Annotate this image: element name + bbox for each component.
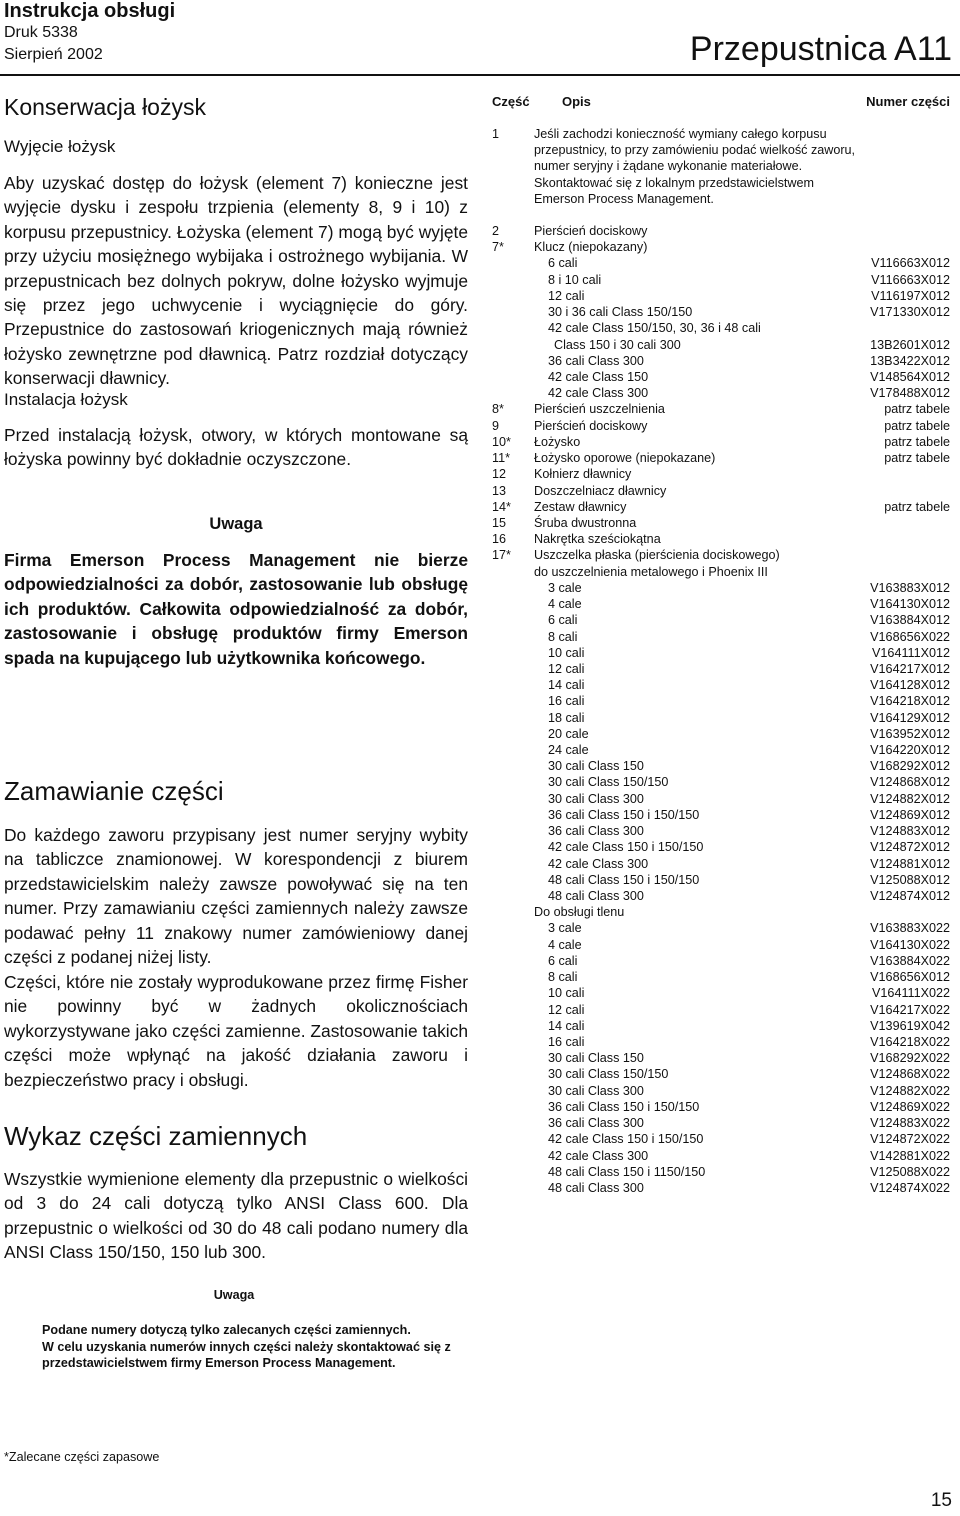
part-code: patrz tabele: [884, 402, 950, 417]
parts-row: [492, 677, 952, 693]
parts-row: [492, 1050, 952, 1066]
heading-bearing-maintenance: Konserwacja łożysk: [4, 94, 206, 120]
part-description: 3 cale: [548, 921, 582, 936]
paragraph-bearing-install: Przed instalacją łożysk, otwory, w których montowane są łożyska powinny być dokładnie oczyszczone.: [4, 425, 468, 470]
parts-row: [492, 1083, 952, 1099]
parts-intro: [492, 126, 952, 216]
part-description: 12 cali: [548, 661, 585, 676]
parts-row: [492, 742, 952, 758]
col-header-number: Numer części: [866, 94, 950, 109]
part-description: 30 cali Class 150: [548, 759, 644, 774]
header-rule: [0, 74, 960, 76]
part-code: V163883X022: [870, 921, 950, 936]
part-description: 42 cale Class 300: [548, 856, 649, 871]
part-description: 6 cali: [548, 256, 578, 271]
parts-row: [492, 1099, 952, 1115]
part-description: 36 cali Class 300: [548, 1116, 644, 1131]
parts-row: [492, 1066, 952, 1082]
part-description: 10 cali: [548, 645, 585, 660]
document-header: [4, 0, 304, 66]
part-description: Do obsługi tlenu: [534, 905, 625, 920]
part-code: V125088X012: [870, 872, 950, 887]
parts-row: [492, 564, 952, 580]
parts-row: [492, 515, 952, 531]
part-code: V124872X012: [870, 840, 950, 855]
heading-ordering-parts: Zamawianie części: [4, 776, 224, 806]
footnote: *Zalecane części zapasowe: [4, 1450, 160, 1464]
part-code: patrz tabele: [884, 434, 950, 449]
part-description: 30 cali Class 150/150: [548, 775, 669, 790]
part-description: 3 cale: [548, 580, 582, 595]
part-number-key: 7*: [492, 240, 504, 255]
part-code: V124872X022: [870, 1132, 950, 1147]
part-code: V124883X012: [870, 824, 950, 839]
part-description: 8 cali: [548, 629, 578, 644]
parts-row: [492, 1164, 952, 1180]
intro-text: Jeśli zachodzi konieczność wymiany całego korpusu: [534, 127, 827, 141]
parts-row: [492, 937, 952, 953]
parts-row: [492, 1131, 952, 1147]
parts-row: [492, 872, 952, 888]
part-description: 6 cali: [548, 953, 578, 968]
parts-row: [492, 369, 952, 385]
parts-row: [492, 726, 952, 742]
parts-row: [492, 969, 952, 985]
part-description: Nakrętka sześciokątna: [534, 532, 661, 547]
heading-bearing-removal: Wyjęcie łożysk: [4, 137, 116, 156]
part-code: V163952X012: [870, 726, 950, 741]
part-code: 13B2601X012: [870, 337, 950, 352]
parts-row: [492, 758, 952, 774]
part-code: V124869X022: [870, 1099, 950, 1114]
document-date: Sierpień 2002: [4, 46, 103, 63]
parts-row: [492, 888, 952, 904]
parts-row: [492, 985, 952, 1001]
parts-row: [492, 353, 952, 369]
parts-row: [492, 823, 952, 839]
parts-row: [492, 466, 952, 482]
part-description: 30 i 36 cali Class 150/150: [548, 305, 693, 320]
parts-row: [492, 839, 952, 855]
parts-row: [492, 1115, 952, 1131]
parts-row: [492, 239, 952, 255]
bottom-note-line-1: Podane numery dotyczą tylko zalecanych części zamiennych.: [42, 1323, 411, 1337]
part-code: V164111X012: [872, 645, 950, 660]
parts-row: [492, 710, 952, 726]
part-description: 8 i 10 cali: [548, 272, 602, 287]
part-description: 12 cali: [548, 1002, 585, 1017]
intro-text: przepustnicy, to przy zamówieniu podać wielkość zaworu,: [534, 143, 856, 158]
intro-text-line: [492, 142, 952, 158]
part-code: patrz tabele: [884, 499, 950, 514]
part-description: Doszczelniacz dławnicy: [534, 483, 667, 498]
page-number: 15: [930, 1490, 952, 1511]
part-code: V164111X022: [872, 986, 950, 1001]
part-code: V124874X022: [870, 1180, 950, 1195]
part-description: 20 cale: [548, 726, 589, 741]
part-code: V164218X022: [870, 1035, 950, 1049]
paragraph-ordering-1: Do każdego zaworu przypisany jest numer seryjny wybity na tabliczce znamionowej. W korespondencji z biurem przedstawicielskim należy zawsze powoływać się na ten numer. Przy zamawianiu części zamiennych należy zawsze podawać pełny 11 znakowy numer zamówieniowy danej części z podanej niżej listy.: [4, 825, 468, 968]
parts-row: [492, 401, 952, 417]
part-code: V116197X012: [871, 288, 950, 303]
part-code: V164129X012: [870, 710, 950, 725]
part-code: V164130X022: [870, 937, 950, 952]
part-number-key: 13: [492, 483, 507, 498]
part-description: Śruba dwustronna: [534, 515, 637, 530]
part-description: 16 cali: [548, 694, 585, 709]
paragraph-bearing-removal: Aby uzyskać dostęp do łożysk (element 7) konieczne jest wyjęcie dysku i zespołu trzpienia (elementy 8, 9 i 10) z korpusu przepustnicy. Łożyska (element 7) mogą być wyjęte przy użyciu mosiężnego wybijaka i ostrożnego wybijania. W przepustnicach bez dolnych pokryw, dolne łożysko wyjmuje się przez jego uchwycenie i wyciągnięcie do góry. Przepustnice do zastosowań kriogenicznych mają również łożysko zewnętrzne pod dławnicą. Patrz rozdział dotyczący konserwacji dławnicy.: [4, 173, 468, 389]
parts-row: [492, 499, 952, 515]
bottom-note-line-2: W celu uzyskania numerów innych części należy skontaktować się z przedstawicielstwem firmy Emerson Process Management.: [42, 1339, 451, 1370]
bottom-note-body: [42, 1322, 482, 1372]
part-number-key: 10*: [492, 434, 511, 449]
intro-text-line: [492, 175, 952, 191]
part-description: 10 cali: [548, 986, 585, 1001]
parts-row: [492, 580, 952, 596]
part-number-key: 12: [492, 467, 507, 482]
intro-text-line: [492, 126, 952, 142]
part-description: 48 cali Class 300: [548, 889, 644, 904]
parts-row: [492, 288, 952, 304]
part-description: 30 cali Class 150: [548, 1051, 644, 1066]
part-description: 8 cali: [548, 970, 578, 985]
col-header-desc: Opis: [562, 94, 591, 109]
part-description: 42 cale Class 150: [548, 369, 649, 384]
part-code: V163884X012: [870, 613, 950, 628]
part-description: Uszczelka płaska (pierścienia dociskowego): [534, 548, 780, 563]
part-code: V164218X012: [870, 694, 950, 709]
parts-row: [492, 272, 952, 288]
col-header-part: Część: [492, 94, 530, 109]
part-description: 12 cali: [548, 288, 585, 303]
parts-row: [492, 223, 952, 239]
part-description: 4 cale: [548, 937, 582, 952]
part-description: 42 cale Class 300: [548, 1148, 649, 1163]
part-description: 48 cali Class 300: [548, 1180, 644, 1195]
part-description: 4 cale: [548, 597, 582, 612]
parts-row: [492, 483, 952, 499]
part-description: 42 cale Class 150/150, 30, 36 i 48 cali: [548, 321, 761, 336]
parts-row: [492, 693, 952, 709]
part-code: V164217X012: [870, 661, 950, 676]
part-description: 6 cali: [548, 613, 578, 628]
parts-row: [492, 1180, 952, 1196]
part-code: 13B3422X012: [870, 353, 950, 368]
part-code: patrz tabele: [884, 451, 950, 466]
part-description: Pierścień uszczelnienia: [534, 402, 665, 417]
product-title: Przepustnica A11: [689, 30, 952, 68]
part-code: V178488X012: [870, 386, 950, 401]
part-description: do uszczelnienia metalowego i Phoenix III: [534, 564, 768, 579]
part-description: Pierścień dociskowy: [534, 418, 648, 433]
parts-row: [492, 920, 952, 936]
part-code: V124869X012: [870, 807, 950, 822]
part-description: 30 cali Class 150/150: [548, 1067, 669, 1082]
intro-text: Emerson Process Management.: [534, 191, 714, 206]
parts-row: [492, 450, 952, 466]
part-number-key: 16: [492, 532, 507, 547]
part-description: Kołnierz dławnicy: [534, 467, 632, 482]
part-number-key: 14*: [492, 499, 511, 514]
part-description: Zestaw dławnicy: [534, 499, 627, 514]
note-text: Firma Emerson Process Management nie bierze odpowiedzialności za dobór, zastosowanie lub obsługę ich produktów. Całkowita odpowiedzialność za dobór, zastosowanie i obsługę produktów firmy Emerson spada na kupującego lub użytkownika końcowego.: [4, 550, 468, 668]
part-description: 14 cali: [548, 1018, 585, 1033]
intro-text: Skontaktować się z lokalnym przedstawicielstwem: [534, 175, 814, 190]
paragraph-ordering-2: Części, które nie zostały wyprodukowane przez firmę Fisher nie powinny być w żadnych okolicznościach wykorzystywane jako części zamienne. Zastosowanie takich części może wpłynąć na jakość działania zaworu i bezpieczeństwo pracy i obsługi.: [4, 972, 468, 1090]
part-description: 30 cali Class 300: [548, 1083, 644, 1098]
part-number-key: 9: [492, 418, 500, 433]
part-description: Pierścień dociskowy: [534, 224, 648, 238]
parts-row: [492, 320, 952, 336]
part-description: 36 cali Class 300: [548, 353, 644, 368]
bottom-note-title: Uwaga: [213, 1288, 255, 1302]
parts-row: [492, 547, 952, 563]
part-code: V164220X012: [870, 743, 950, 758]
part-code: V142881X022: [870, 1148, 950, 1163]
part-code: V168656X022: [870, 629, 950, 644]
part-number-key: 8*: [492, 402, 504, 417]
paragraph-spare-parts: Wszystkie wymienione elementy dla przepustnic o wielkości od 3 do 24 cali dotyczą tylko ANSI Class 600. Dla przepustnic o wielkości od 30 do 48 cali podano numery dla ANSI Class 150/150, 150 lub 300.: [4, 1169, 468, 1263]
heading-spare-parts-list: Wykaz części zamiennych: [4, 1121, 308, 1151]
parts-row: [492, 645, 952, 661]
parts-row: [492, 596, 952, 612]
parts-row: [492, 856, 952, 872]
intro-text-line: [492, 158, 952, 174]
parts-row: [492, 531, 952, 547]
part-code: V116663X012: [871, 256, 950, 271]
intro-text-line: [492, 191, 952, 207]
part-code: V163884X022: [870, 953, 950, 968]
part-description: 48 cali Class 150 i 1150/150: [548, 1164, 706, 1179]
part-description: 42 cale Class 150 i 150/150: [548, 840, 704, 855]
part-code: patrz tabele: [884, 418, 950, 433]
heading-bearing-install: Instalacja łożysk: [4, 390, 128, 409]
parts-row: [492, 1148, 952, 1164]
part-description: 36 cali Class 300: [548, 824, 644, 839]
parts-row: [492, 807, 952, 823]
parts-row: [492, 1018, 952, 1034]
part-description: 18 cali: [548, 710, 585, 725]
part-code: V124883X022: [870, 1116, 950, 1131]
part-number-key: 2: [492, 224, 500, 238]
parts-row: [492, 904, 952, 920]
part-code: V168292X022: [870, 1051, 950, 1066]
part-description: Klucz (niepokazany): [534, 240, 648, 255]
parts-table: [492, 223, 952, 1203]
part-code: V163883X012: [870, 580, 950, 595]
part-code: V124868X022: [870, 1067, 950, 1082]
parts-row: [492, 791, 952, 807]
parts-row: [492, 337, 952, 353]
part-code: V124882X012: [870, 791, 950, 806]
part-description: 16 cali: [548, 1035, 585, 1049]
part-code: V164128X012: [870, 678, 950, 693]
part-description: Łożysko: [534, 434, 581, 449]
parts-row: [492, 661, 952, 677]
part-description: 14 cali: [548, 678, 585, 693]
part-code: V124874X012: [870, 889, 950, 904]
part-description: Class 150 i 30 cali 300: [554, 337, 681, 352]
part-code: V171330X012: [870, 305, 950, 320]
part-description: 30 cali Class 300: [548, 791, 644, 806]
parts-row: [492, 612, 952, 628]
parts-row: [492, 1002, 952, 1018]
part-description: 42 cale Class 300: [548, 386, 649, 401]
part-code: V124881X012: [870, 856, 950, 871]
parts-row: [492, 629, 952, 645]
part-code: V124868X012: [870, 775, 950, 790]
part-code: V168292X012: [870, 759, 950, 774]
item-number: 1: [492, 127, 500, 141]
intro-text: numer seryjny i żądane wykonanie materiałowe.: [534, 159, 803, 174]
part-number-key: 17*: [492, 548, 511, 563]
part-description: 36 cali Class 150 i 150/150: [548, 1099, 700, 1114]
part-code: V148564X012: [870, 369, 950, 384]
part-code: V164217X022: [870, 1002, 950, 1017]
parts-row: [492, 953, 952, 969]
parts-row: [492, 385, 952, 401]
part-description: Łożysko oporowe (niepokazane): [534, 451, 716, 466]
part-code: V116663X012: [871, 272, 950, 287]
parts-row: [492, 1034, 952, 1050]
parts-row: [492, 418, 952, 434]
part-number-key: 11*: [492, 451, 510, 466]
part-number-key: 15: [492, 515, 507, 530]
part-code: V125088X022: [870, 1164, 950, 1179]
part-code: V139619X042: [870, 1018, 950, 1033]
parts-row: [492, 434, 952, 450]
part-description: 36 cali Class 150 i 150/150: [548, 807, 700, 822]
note-title: Uwaga: [209, 515, 263, 533]
part-description: 24 cale: [548, 743, 589, 758]
document-number: Druk 5338: [4, 24, 78, 41]
part-code: V168656X012: [870, 970, 950, 985]
parts-row: [492, 255, 952, 271]
part-description: 42 cale Class 150 i 150/150: [548, 1132, 704, 1147]
parts-row: [492, 304, 952, 320]
part-code: V124882X022: [870, 1083, 950, 1098]
part-description: 48 cali Class 150 i 150/150: [548, 872, 700, 887]
part-code: V164130X012: [870, 597, 950, 612]
parts-table-header: [492, 94, 952, 112]
manual-title: Instrukcja obsługi: [4, 0, 176, 22]
parts-row: [492, 774, 952, 790]
